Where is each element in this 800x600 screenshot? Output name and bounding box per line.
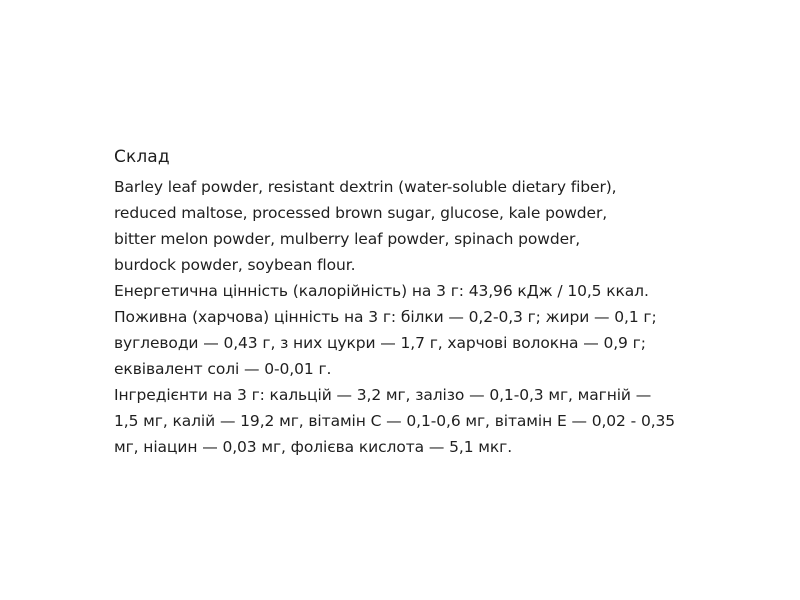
composition-section <box>114 146 754 460</box>
text-line: Поживна (харчова) цінність на 3 г: білки — 0,2-0,3 г; жири — 0,1 г; <box>114 308 657 326</box>
text-line: вуглеводи — 0,43 г, з них цукри — 1,7 г, харчові волокна — 0,9 г; <box>114 334 646 352</box>
section-heading: Склад <box>114 147 170 167</box>
text-line: reduced maltose, processed brown sugar, glucose, kale powder, <box>114 204 608 222</box>
text-line: Barley leaf powder, resistant dextrin (water-soluble dietary fiber), <box>114 178 617 196</box>
text-line: burdock powder, soybean flour. <box>114 256 356 274</box>
text-line: мг, ніацин — 0,03 мг, фолієва кислота — 5,1 мкг. <box>114 438 513 456</box>
text-line: Енергетична цінність (калорійність) на 3 г: 43,96 кДж / 10,5 ккал. <box>114 282 649 300</box>
text-line: 1,5 мг, калій — 19,2 мг, вітамін C — 0,1-0,6 мг, вітамін E — 0,02 - 0,35 <box>114 412 676 430</box>
text-line: еквівалент солі — 0-0,01 г. <box>114 360 332 378</box>
composition-text <box>114 174 754 460</box>
text-line: bitter melon powder, mulberry leaf powder, spinach powder, <box>114 230 581 248</box>
text-line: Інгредієнти на 3 г: кальцій — 3,2 мг, залізо — 0,1-0,3 мг, магній — <box>114 386 652 404</box>
